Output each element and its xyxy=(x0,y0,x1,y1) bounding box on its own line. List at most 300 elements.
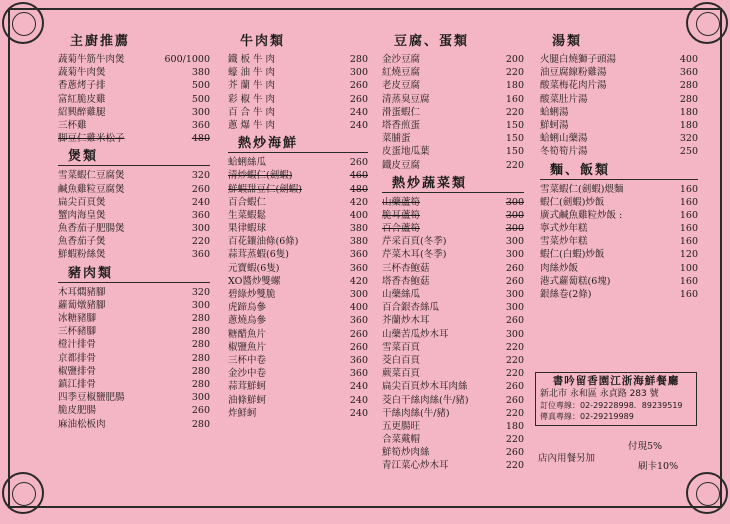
menu-item-price: 300 xyxy=(505,196,524,208)
menu-item-name: 鐵 板 牛 肉 xyxy=(228,54,276,65)
menu-item xyxy=(58,66,210,79)
menu-item-price: 260 xyxy=(505,394,524,406)
menu-item-price: 160 xyxy=(679,289,698,300)
menu-item-price: 260 xyxy=(505,275,524,287)
menu-item-price: 460 xyxy=(349,170,368,182)
menu-item-price: 380 xyxy=(349,223,368,235)
menu-item xyxy=(382,367,524,380)
section-title: 麵、飯類 xyxy=(540,163,698,180)
menu-item-price: 260 xyxy=(349,80,368,92)
menu-item xyxy=(58,248,210,261)
corner-ornament xyxy=(686,472,728,514)
menu-item xyxy=(228,314,368,327)
menu-item xyxy=(228,367,368,380)
menu-item-price: 280 xyxy=(191,339,210,351)
menu-item-name: 蛤蜊山藥湯 xyxy=(540,133,588,145)
menu-item-name: 蟹肉海皇煲 xyxy=(58,209,106,221)
menu-item-price: 300 xyxy=(349,289,368,300)
menu-item-name: 寧式炒年糕 xyxy=(540,223,588,235)
menu-item-price: 300 xyxy=(505,328,524,340)
menu-item xyxy=(382,301,524,314)
menu-item xyxy=(228,341,368,354)
menu-item xyxy=(58,235,210,248)
menu-item-name: 肉絲炒飯 xyxy=(540,262,579,274)
menu-item-name: 雪菜蝦仁(劍蝦)煨麵 xyxy=(540,183,624,195)
menu-item-name: 蝦仁(劍蝦)炒飯 xyxy=(540,196,605,208)
menu-item xyxy=(540,93,698,106)
menu-item-price: 260 xyxy=(349,93,368,105)
menu-item xyxy=(540,119,698,132)
menu-item xyxy=(58,53,210,66)
menu-item-price: 180 xyxy=(505,80,524,92)
menu-item-price: 220 xyxy=(505,341,524,353)
menu-item xyxy=(58,418,210,431)
menu-item-name: 港式蘿蔔糕(6塊) xyxy=(540,275,611,287)
menu-item xyxy=(382,262,524,275)
menu-item-price: 180 xyxy=(679,119,698,131)
menu-item xyxy=(382,275,524,288)
menu-item-name: 蘿蔔燉豬腳 xyxy=(58,299,106,311)
menu-item-name: 脚豆仁雞米松子 xyxy=(58,133,125,145)
menu-item xyxy=(382,407,524,420)
menu-item-price: 300 xyxy=(505,249,524,261)
menu-item xyxy=(228,93,368,106)
menu-item-name: 雪菜炒年糕 xyxy=(540,236,588,248)
menu-item-price: 360 xyxy=(349,262,368,274)
menu-item xyxy=(382,132,524,145)
menu-item xyxy=(58,404,210,417)
order-phone: 訂位專線：02-29228998．89239519 xyxy=(540,401,683,410)
menu-item xyxy=(228,79,368,92)
menu-item-name: 彩 椒 牛 肉 xyxy=(228,93,276,105)
menu-item-price: 240 xyxy=(349,394,368,406)
menu-item-name: 五更腸旺 xyxy=(382,420,421,432)
menu-item-price: 300 xyxy=(505,209,524,221)
menu-item xyxy=(540,196,698,209)
menu-item xyxy=(382,93,524,106)
menu-item xyxy=(382,106,524,119)
menu-item xyxy=(382,446,524,459)
menu-item-name: 蛤蜊湯 xyxy=(540,106,569,118)
menu-item-name: 蛤蜊絲瓜 xyxy=(228,157,267,169)
menu-item-price: 240 xyxy=(349,106,368,118)
menu-item-name: 鎮江排骨 xyxy=(58,378,97,390)
menu-item xyxy=(58,106,210,119)
shop-name: 書吟留香園江浙海鮮餐廳 xyxy=(552,375,680,387)
menu-item-name: 雪菜百頁 xyxy=(382,341,421,353)
menu-item-name: 香蔥烤子排 xyxy=(58,80,106,92)
menu-item xyxy=(228,53,368,66)
menu-item-name: 芹菜木耳(冬季) xyxy=(382,249,447,261)
menu-item-name: 紅燒豆腐 xyxy=(382,67,421,79)
menu-item xyxy=(540,66,698,79)
menu-item-name: 魚香茄子肥腸煲 xyxy=(58,223,125,235)
menu-item-name: 火腿白燒獅子頭湯 xyxy=(540,54,617,65)
menu-item-price: 320 xyxy=(191,286,210,298)
menu-item-price: 300 xyxy=(191,223,210,235)
menu-item-price: 200 xyxy=(505,54,524,65)
menu-item-price: 220 xyxy=(505,159,524,171)
menu-item xyxy=(382,248,524,261)
menu-item-name: 鮮蝦粉絲煲 xyxy=(58,249,106,261)
menu-item xyxy=(228,169,368,182)
menu-item-price: 300 xyxy=(191,392,210,404)
menu-item xyxy=(58,352,210,365)
menu-item-price: 180 xyxy=(679,106,698,118)
menu-item-name: 芥蘭炒木耳 xyxy=(382,315,430,327)
menu-item xyxy=(58,119,210,132)
cash-surcharge: 付現5% xyxy=(628,441,663,452)
menu-item-price: 260 xyxy=(349,328,368,340)
menu-item xyxy=(228,196,368,209)
menu-item-price: 280 xyxy=(191,365,210,377)
menu-item-name: 冬筍筍片湯 xyxy=(540,146,588,158)
menu-item-name: 雪菜蝦仁豆腐煲 xyxy=(58,170,125,182)
menu-item xyxy=(540,248,698,261)
menu-item-name: 芹采百頁(冬季) xyxy=(382,236,447,248)
menu-item xyxy=(228,106,368,119)
menu-item-name: 糖醋魚片 xyxy=(228,328,267,340)
section-title: 牛肉類 xyxy=(240,34,286,49)
menu-item-price: 280 xyxy=(191,352,210,364)
menu-item xyxy=(58,209,210,222)
menu-item-name: 塔香煎蛋 xyxy=(382,119,421,131)
menu-item-name: 酸菜梅花肉片湯 xyxy=(540,80,607,92)
menu-item-name: 百 合 牛 肉 xyxy=(228,106,276,118)
menu-item-name: 山藥絲瓜 xyxy=(382,289,421,300)
menu-item-price: 280 xyxy=(679,80,698,92)
menu-item xyxy=(382,433,524,446)
menu-item-price: 160 xyxy=(679,236,698,248)
menu-item-price: 220 xyxy=(505,460,524,472)
menu-item xyxy=(382,394,524,407)
menu-item xyxy=(228,407,368,420)
menu-item-name: 金沙豆腐 xyxy=(382,54,421,65)
menu-item-name: 滑蛋蝦仁 xyxy=(382,106,421,118)
menu-item-price: 160 xyxy=(505,93,524,105)
menu-item xyxy=(382,354,524,367)
menu-column-2 xyxy=(228,30,368,420)
menu-item-name: 果律蝦球 xyxy=(228,223,267,235)
menu-column-1 xyxy=(58,30,210,431)
section-title: 煲類 xyxy=(58,149,210,166)
menu-item xyxy=(540,145,698,158)
menu-item xyxy=(382,341,524,354)
menu-item xyxy=(382,209,524,222)
menu-item xyxy=(382,380,524,393)
menu-item-name: 麻油松板肉 xyxy=(58,418,106,430)
section-title: 主廚推薦 xyxy=(70,34,131,49)
menu-item xyxy=(382,196,524,209)
menu-item xyxy=(382,235,524,248)
menu-item xyxy=(228,183,368,196)
menu-item-price: 250 xyxy=(679,146,698,158)
menu-item-name: 魚香茄子煲 xyxy=(58,236,106,248)
menu-item-price: 360 xyxy=(191,209,210,221)
menu-item-price: 280 xyxy=(191,418,210,430)
menu-item-name: 油條鮮蚵 xyxy=(228,394,267,406)
shop-info-box xyxy=(535,372,697,426)
menu-item-price: 360 xyxy=(191,119,210,131)
menu-item-name: 蕨菜百頁 xyxy=(382,368,421,380)
menu-item-price: 300 xyxy=(505,289,524,300)
menu-item-name: 虎蹄烏參 xyxy=(228,302,267,314)
menu-item-name: 鮮蚵湯 xyxy=(540,119,569,131)
menu-item xyxy=(540,288,698,301)
menu-item xyxy=(540,79,698,92)
menu-item-price: 220 xyxy=(505,434,524,446)
menu-item xyxy=(58,338,210,351)
menu-item-price: 360 xyxy=(349,368,368,380)
menu-item-name: 酸菜肚片湯 xyxy=(540,93,588,105)
menu-item-name: 生菜蝦鬆 xyxy=(228,209,267,221)
menu-item-price: 120 xyxy=(679,249,698,261)
menu-item-price: 240 xyxy=(349,381,368,393)
menu-item xyxy=(382,53,524,66)
menu-item-price: 300 xyxy=(349,67,368,79)
menu-item-name: XO醬炒雙螺 xyxy=(228,275,281,287)
menu-item xyxy=(228,248,368,261)
menu-item xyxy=(228,66,368,79)
menu-item-price: 360 xyxy=(349,315,368,327)
menu-item xyxy=(228,394,368,407)
menu-item xyxy=(382,420,524,433)
menu-item-price: 360 xyxy=(349,249,368,261)
menu-item-price: 160 xyxy=(679,275,698,287)
menu-item xyxy=(58,183,210,196)
menu-item-price: 220 xyxy=(505,407,524,419)
menu-item-price: 260 xyxy=(191,183,210,195)
menu-item-name: 合菜戴帽 xyxy=(382,434,421,446)
menu-item-price: 220 xyxy=(505,354,524,366)
menu-item-price: 280 xyxy=(191,378,210,390)
menu-item-name: 鮮筍炒肉絲 xyxy=(382,447,430,459)
menu-item-price: 320 xyxy=(679,133,698,145)
menu-item xyxy=(58,222,210,235)
menu-item-name: 三杯中卷 xyxy=(228,354,267,366)
menu-item-name: 京都排骨 xyxy=(58,352,97,364)
card-surcharge: 刷卡10% xyxy=(638,461,679,472)
menu-item-name: 老皮豆腐 xyxy=(382,80,421,92)
menu-item-name: 百花鑲油條(6條) xyxy=(228,236,299,248)
menu-item xyxy=(382,79,524,92)
menu-item xyxy=(58,391,210,404)
menu-item-price: 420 xyxy=(349,275,368,287)
menu-item-price: 360 xyxy=(679,67,698,79)
menu-item xyxy=(540,209,698,222)
menu-item-price: 280 xyxy=(191,313,210,324)
menu-item xyxy=(540,132,698,145)
menu-item-name: 清炒蝦仁(劍蝦) xyxy=(228,170,293,182)
section-title: 豆腐、蛋類 xyxy=(394,34,470,49)
section-title: 豬肉類 xyxy=(58,266,210,283)
menu-item-price: 420 xyxy=(349,196,368,208)
section-title: 湯類 xyxy=(552,34,583,49)
menu-item xyxy=(382,459,524,472)
menu-item xyxy=(540,106,698,119)
menu-item-price: 160 xyxy=(679,209,698,221)
menu-item-name: 元寶蝦(6隻) xyxy=(228,262,280,274)
menu-item xyxy=(382,222,524,235)
menu-item-name: 三杯豬腳 xyxy=(58,326,97,338)
menu-item xyxy=(382,66,524,79)
menu-item-name: 三杯杏鮑菇 xyxy=(382,262,430,274)
menu-item-name: 橙汁排骨 xyxy=(58,339,97,351)
menu-item-price: 300 xyxy=(191,106,210,118)
menu-item-name: 金沙中卷 xyxy=(228,368,267,380)
menu-item xyxy=(228,301,368,314)
menu-item xyxy=(228,119,368,132)
menu-item-name: 炸鮮蚵 xyxy=(228,407,257,419)
menu-item-price: 160 xyxy=(679,196,698,208)
menu-item-name: 干絲肉絲(牛/豬) xyxy=(382,407,450,419)
menu-item xyxy=(540,275,698,288)
menu-item-price: 480 xyxy=(191,133,210,145)
menu-item xyxy=(228,328,368,341)
menu-item xyxy=(228,380,368,393)
menu-item-price: 100 xyxy=(679,262,698,274)
menu-item-name: 茭白百頁 xyxy=(382,354,421,366)
menu-item-price: 500 xyxy=(191,93,210,105)
menu-item xyxy=(58,312,210,325)
menu-item-price: 400 xyxy=(349,209,368,221)
menu-item-price: 220 xyxy=(505,67,524,79)
menu-item-name: 清蒸臭豆腐 xyxy=(382,93,430,105)
menu-item-price: 260 xyxy=(349,341,368,353)
menu-item-price: 400 xyxy=(679,54,698,65)
menu-item xyxy=(382,328,524,341)
menu-item-name: 脆耳蘆筍 xyxy=(382,209,421,221)
menu-item-name: 百合蝦仁 xyxy=(228,196,267,208)
menu-item-name: 四季豆椒鹽肥腸 xyxy=(58,392,125,404)
menu-item-name: 蔬菊牛筋牛肉煲 xyxy=(58,54,125,65)
menu-item-name: 鮮蝦甜豆仁(劍蝦) xyxy=(228,183,302,195)
menu-item-name: 蔬菊牛肉煲 xyxy=(58,67,106,79)
menu-item-name: 蠔 油 牛 肉 xyxy=(228,67,276,79)
menu-column-3 xyxy=(382,30,524,473)
menu-item-price: 380 xyxy=(191,67,210,79)
menu-item xyxy=(228,275,368,288)
menu-item xyxy=(382,145,524,158)
menu-item-price: 180 xyxy=(505,420,524,432)
menu-item-price: 260 xyxy=(505,381,524,393)
menu-item xyxy=(382,159,524,172)
menu-item-name: 蔥燒烏參 xyxy=(228,315,267,327)
menu-item-price: 150 xyxy=(505,146,524,158)
menu-item xyxy=(58,169,210,182)
menu-item-price: 300 xyxy=(191,299,210,311)
menu-item-name: 皮蛋地瓜葉 xyxy=(382,146,430,158)
menu-item-price: 240 xyxy=(349,119,368,131)
menu-item-name: 廣式鹹魚雞粒炒飯 : xyxy=(540,209,623,221)
menu-item-price: 260 xyxy=(505,315,524,327)
menu-item-price: 480 xyxy=(349,183,368,195)
menu-item-name: 椒鹽排骨 xyxy=(58,365,97,377)
menu-item xyxy=(58,325,210,338)
menu-item xyxy=(540,53,698,66)
menu-item xyxy=(58,286,210,299)
menu-item xyxy=(58,196,210,209)
menu-item-price: 360 xyxy=(191,249,210,261)
menu-item-price: 280 xyxy=(349,54,368,65)
menu-item-name: 塔香杏鮑菇 xyxy=(382,275,430,287)
menu-item xyxy=(228,222,368,235)
section-title: 熱炒海鮮 xyxy=(228,136,368,153)
menu-item-price: 360 xyxy=(349,354,368,366)
menu-item-price: 300 xyxy=(505,223,524,235)
menu-item-price: 260 xyxy=(505,262,524,274)
menu-item-name: 茭白干絲肉絲(牛/豬) xyxy=(382,394,469,406)
menu-item-name: 扁尖百頁炒木耳肉絲 xyxy=(382,381,468,393)
menu-item-name: 山藥蘆筍 xyxy=(382,196,421,208)
menu-item-price: 240 xyxy=(349,407,368,419)
menu-item xyxy=(58,365,210,378)
menu-item-name: 脆皮肥腸 xyxy=(58,405,97,417)
menu-item-price: 320 xyxy=(191,170,210,182)
menu-item-name: 菜脯蛋 xyxy=(382,133,411,145)
menu-item-name: 蝦仁(白蝦)炒飯 xyxy=(540,249,605,261)
menu-item-price: 220 xyxy=(505,368,524,380)
menu-item-price: 600/1000 xyxy=(164,54,210,65)
menu-item xyxy=(58,132,210,145)
menu-item-price: 260 xyxy=(505,447,524,459)
menu-item-name: 芥 蘭 牛 肉 xyxy=(228,80,276,92)
shop-address: 新北市 永和區 永貞路 283 號 xyxy=(540,389,659,399)
menu-item-name: 百合銀杏絲瓜 xyxy=(382,302,440,314)
menu-item xyxy=(382,119,524,132)
menu-item xyxy=(228,262,368,275)
menu-item-price: 400 xyxy=(349,302,368,314)
menu-item xyxy=(540,183,698,196)
menu-item-name: 百合蘆筍 xyxy=(382,223,421,235)
menu-item-price: 260 xyxy=(191,405,210,417)
menu-item-name: 蔥 爆 牛 肉 xyxy=(228,119,276,131)
menu-item xyxy=(540,262,698,275)
menu-item-price: 280 xyxy=(679,93,698,105)
menu-item-price: 500 xyxy=(191,80,210,92)
menu-item xyxy=(382,288,524,301)
menu-item-name: 扁尖百頁煲 xyxy=(58,196,106,208)
menu-item-name: 木耳燜豬腳 xyxy=(58,286,106,298)
menu-item xyxy=(228,288,368,301)
menu-item xyxy=(382,314,524,327)
menu-item-name: 紹興醉雞腿 xyxy=(58,106,106,118)
menu-item xyxy=(228,156,368,169)
menu-item-price: 220 xyxy=(505,106,524,118)
menu-item-name: 青江菜心炒木耳 xyxy=(382,460,449,472)
menu-item-price: 260 xyxy=(349,157,368,169)
menu-item-name: 蒜茸蒸蝦(6隻) xyxy=(228,249,289,261)
menu-item-name: 椒鹽魚片 xyxy=(228,341,267,353)
menu-item-price: 220 xyxy=(191,236,210,248)
menu-item xyxy=(58,79,210,92)
menu-item-name: 富紅脆皮雞 xyxy=(58,93,106,105)
menu-sheet xyxy=(8,8,722,508)
menu-item-price: 240 xyxy=(191,196,210,208)
fax-phone: 傳真專線：02-29219989 xyxy=(540,412,634,421)
menu-item-name: 油豆腐線粉雞湯 xyxy=(540,67,607,79)
menu-item-price: 300 xyxy=(505,236,524,248)
menu-item-price: 150 xyxy=(505,119,524,131)
menu-item xyxy=(540,222,698,235)
corner-ornament xyxy=(2,472,44,514)
menu-item xyxy=(228,209,368,222)
menu-item-name: 山藥苦瓜炒木耳 xyxy=(382,328,449,340)
menu-item-price: 380 xyxy=(349,236,368,248)
menu-item xyxy=(228,354,368,367)
menu-item-price: 160 xyxy=(679,223,698,235)
menu-item-name: 鹹魚雞粒豆腐煲 xyxy=(58,183,125,195)
